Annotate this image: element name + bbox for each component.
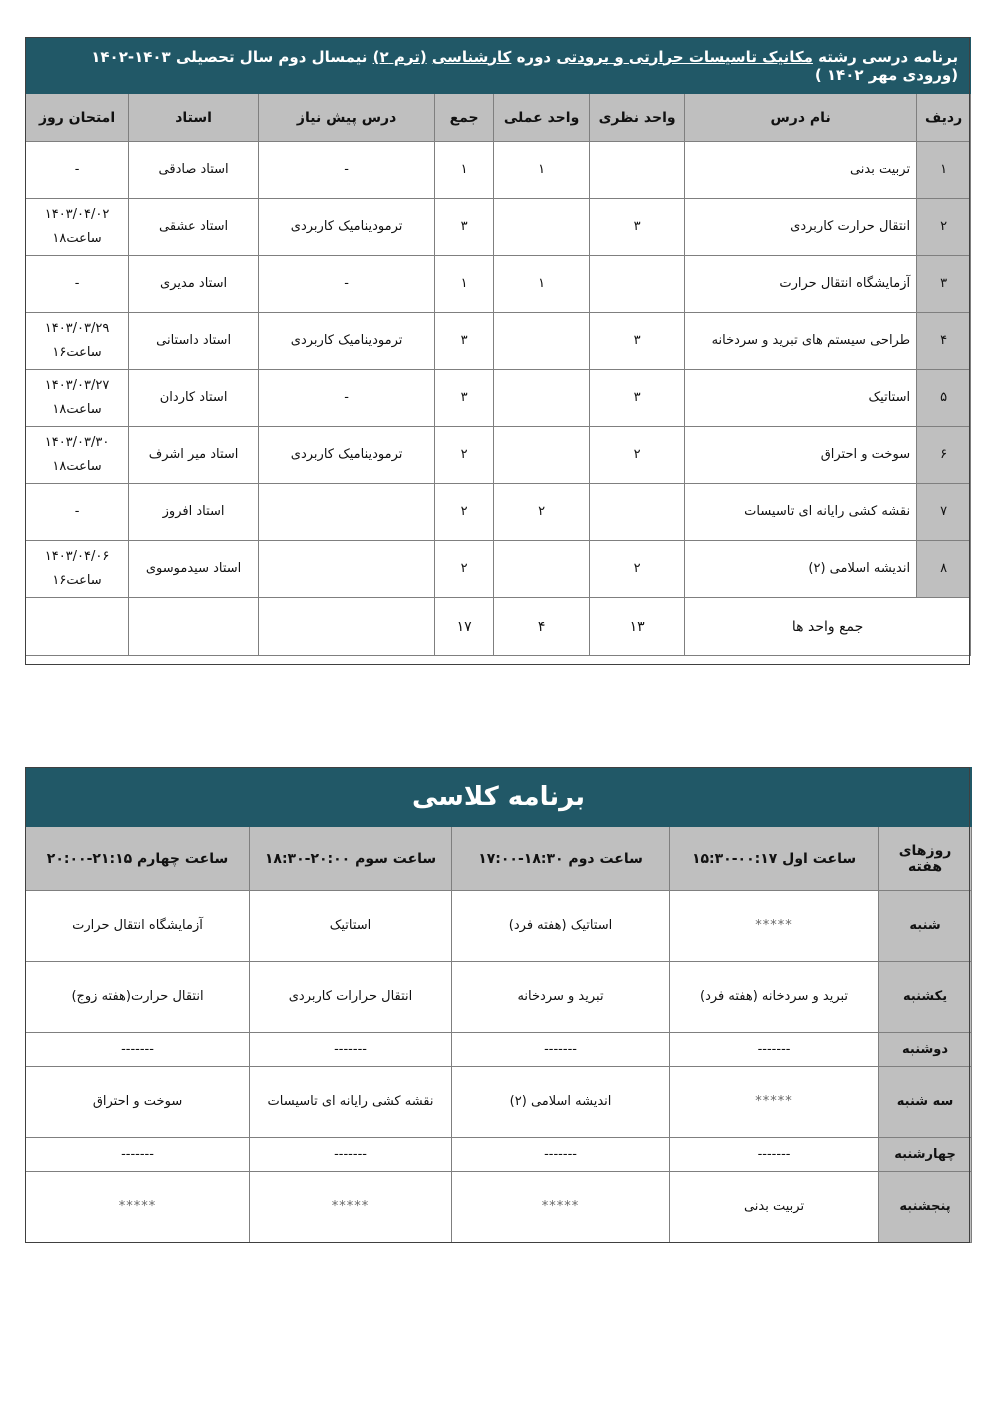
schedule-slot4-cell: -------: [26, 1033, 250, 1067]
schedule-row: [26, 1067, 972, 1138]
schedule-slot4-cell: سوخت و احتراق: [26, 1067, 250, 1138]
schedule-slot1-cell: تربیت بدنی: [670, 1172, 879, 1243]
header-course-name: نام درس: [685, 94, 917, 142]
totals-total: ۱۷: [435, 598, 494, 656]
schedule-row: [26, 962, 972, 1033]
totals-empty-cell: [26, 598, 129, 656]
exam-date: -: [74, 276, 80, 291]
schedule-slot2-cell: اندیشه اسلامی (۲): [452, 1067, 670, 1138]
prerequisite-cell: ترمودینامیک کاربردی: [259, 199, 435, 256]
course-name-cell: آزمایشگاه انتقال حرارت: [685, 256, 917, 313]
practical-units-cell: [494, 199, 590, 256]
total-units-cell: ۲: [435, 427, 494, 484]
totals-practical-units: ۴: [494, 598, 590, 656]
theory-units-cell: [590, 142, 685, 199]
total-units-cell: ۱: [435, 256, 494, 313]
totals-theory-units: ۱۳: [590, 598, 685, 656]
schedule-slot1-cell: *****: [670, 891, 879, 962]
schedule-slot3-cell: نقشه کشی رایانه ای تاسیسات: [250, 1067, 452, 1138]
theory-units-cell: ۳: [590, 313, 685, 370]
header-slot-3: ساعت سوم ۲۰:۰۰-۱۸:۳۰: [250, 827, 452, 891]
instructor-cell: استاد کاردان: [129, 370, 259, 427]
course-row: [26, 427, 971, 484]
header-prerequisite: درس پیش نیاز: [259, 94, 435, 142]
course-row: [26, 256, 971, 313]
schedule-slot4-cell: انتقال حرارت(هفته زوج): [26, 962, 250, 1033]
day-label: یکشنبه: [879, 962, 972, 1033]
day-label: دوشنبه: [879, 1033, 972, 1067]
course-name-cell: انتقال حرارت کاربردی: [685, 199, 917, 256]
instructor-cell: استاد سیدموسوی: [129, 541, 259, 598]
curriculum-title: [26, 38, 971, 94]
theory-units-cell: ۳: [590, 199, 685, 256]
schedule-slot2-cell: استاتیک (هفته فرد): [452, 891, 670, 962]
prerequisite-cell: -: [259, 142, 435, 199]
schedule-slot1-cell: تبرید و سردخانه (هفته فرد): [670, 962, 879, 1033]
title-part-term: (ترم ۲): [372, 47, 427, 66]
day-label: چهارشنبه: [879, 1138, 972, 1172]
schedule-slot3-cell: -------: [250, 1033, 452, 1067]
curriculum-table: [25, 37, 971, 656]
header-instructor: استاد: [129, 94, 259, 142]
practical-units-cell: [494, 427, 590, 484]
day-label: شنبه: [879, 891, 972, 962]
title-part-major: مکانیک تاسیسات حرارتی و برودتی: [556, 47, 813, 66]
schedule-slot1-cell: -------: [670, 1033, 879, 1067]
practical-units-cell: [494, 541, 590, 598]
row-id-cell: ۱: [917, 142, 971, 199]
schedule-slot1-cell: -------: [670, 1138, 879, 1172]
theory-units-cell: ۳: [590, 370, 685, 427]
course-name-cell: طراحی سیستم های تبرید و سردخانه: [685, 313, 917, 370]
totals-empty-cell: [259, 598, 435, 656]
instructor-cell: استاد داستانی: [129, 313, 259, 370]
course-name-cell: تربیت بدنی: [685, 142, 917, 199]
header-days: روزهای هفته: [879, 827, 972, 891]
course-row: [26, 370, 971, 427]
header-row-id: ردیف: [917, 94, 971, 142]
course-row: [26, 484, 971, 541]
exam-day-cell: [26, 199, 129, 256]
course-row: [26, 142, 971, 199]
row-id-cell: ۶: [917, 427, 971, 484]
total-units-cell: ۳: [435, 313, 494, 370]
instructor-cell: استاد میر اشرف: [129, 427, 259, 484]
exam-date: ۱۴۰۳/۰۴/۰۲: [44, 207, 110, 222]
schedule-slot3-cell: -------: [250, 1138, 452, 1172]
schedule-row: [26, 1033, 972, 1067]
schedule-header-row: [26, 827, 972, 891]
header-slot-1: ساعت اول ۰۰:۱۷-۱۵:۳۰: [670, 827, 879, 891]
exam-day-cell: [26, 256, 129, 313]
schedule-row: [26, 1138, 972, 1172]
exam-day-cell: [26, 142, 129, 199]
title-part: برنامه درسی رشته: [812, 47, 959, 66]
day-label: سه شنبه: [879, 1067, 972, 1138]
row-id-cell: ۷: [917, 484, 971, 541]
exam-time: ساعت۱۶: [52, 573, 102, 588]
practical-units-cell: ۱: [494, 256, 590, 313]
schedule-slot4-cell: *****: [26, 1172, 250, 1243]
total-units-cell: ۲: [435, 541, 494, 598]
practical-units-cell: [494, 313, 590, 370]
exam-day-cell: [26, 370, 129, 427]
row-id-cell: ۸: [917, 541, 971, 598]
class-schedule-table: [25, 767, 972, 1243]
curriculum-header-row: [26, 94, 971, 142]
prerequisite-cell: [259, 484, 435, 541]
prerequisite-cell: [259, 541, 435, 598]
course-name-cell: اندیشه اسلامی (۲): [685, 541, 917, 598]
header-practical-units: واحد عملی: [494, 94, 590, 142]
exam-date: ۱۴۰۳/۰۴/۰۶: [44, 549, 110, 564]
practical-units-cell: [494, 370, 590, 427]
practical-units-cell: ۲: [494, 484, 590, 541]
prerequisite-cell: -: [259, 256, 435, 313]
schedule-row: [26, 1172, 972, 1243]
title-part-degree: کارشناسی: [431, 47, 512, 66]
course-name-cell: استاتیک: [685, 370, 917, 427]
practical-units-cell: ۱: [494, 142, 590, 199]
schedule-slot4-cell: -------: [26, 1138, 250, 1172]
prerequisite-cell: -: [259, 370, 435, 427]
exam-day-cell: [26, 541, 129, 598]
course-name-cell: نقشه کشی رایانه ای تاسیسات: [685, 484, 917, 541]
schedule-row: [26, 891, 972, 962]
row-id-cell: ۳: [917, 256, 971, 313]
exam-time: ساعت۱۸: [52, 402, 102, 417]
totals-row: [26, 598, 971, 656]
theory-units-cell: [590, 484, 685, 541]
totals-label: جمع واحد ها: [685, 598, 971, 656]
exam-date: ۱۴۰۳/۰۳/۲۷: [44, 378, 110, 393]
prerequisite-cell: ترمودینامیک کاربردی: [259, 313, 435, 370]
header-slot-2: ساعت دوم ۱۸:۳۰-۱۷:۰۰: [452, 827, 670, 891]
title-part: دوره: [511, 47, 557, 66]
course-row: [26, 199, 971, 256]
title-part: نیمسال دوم سال تحصیلی ۱۴۰۳-۱۴۰۲ (ورودی مهر ۱۴۰۲ ): [91, 47, 959, 84]
exam-time: ساعت۱۸: [52, 231, 102, 246]
theory-units-cell: ۲: [590, 541, 685, 598]
header-theory-units: واحد نظری: [590, 94, 685, 142]
course-name-cell: سوخت و احتراق: [685, 427, 917, 484]
instructor-cell: استاد عشقی: [129, 199, 259, 256]
exam-date: ۱۴۰۳/۰۳/۲۹: [44, 321, 110, 336]
schedule-slot2-cell: -------: [452, 1033, 670, 1067]
header-exam-day: امتحان روز: [26, 94, 129, 142]
total-units-cell: ۳: [435, 199, 494, 256]
instructor-cell: استاد مدیری: [129, 256, 259, 313]
exam-time: ساعت۱۶: [52, 345, 102, 360]
schedule-slot2-cell: *****: [452, 1172, 670, 1243]
exam-time: ساعت۱۸: [52, 459, 102, 474]
row-id-cell: ۴: [917, 313, 971, 370]
day-label: پنجشنبه: [879, 1172, 972, 1243]
prerequisite-cell: ترمودینامیک کاربردی: [259, 427, 435, 484]
schedule-slot3-cell: *****: [250, 1172, 452, 1243]
row-id-cell: ۲: [917, 199, 971, 256]
schedule-slot1-cell: *****: [670, 1067, 879, 1138]
theory-units-cell: [590, 256, 685, 313]
exam-day-cell: [26, 484, 129, 541]
totals-empty-cell: [129, 598, 259, 656]
row-id-cell: ۵: [917, 370, 971, 427]
exam-date: -: [74, 504, 80, 519]
total-units-cell: ۱: [435, 142, 494, 199]
course-row: [26, 541, 971, 598]
total-units-cell: ۲: [435, 484, 494, 541]
total-units-cell: ۳: [435, 370, 494, 427]
instructor-cell: استاد صادقی: [129, 142, 259, 199]
schedule-slot3-cell: انتقال حرارات کاربردی: [250, 962, 452, 1033]
exam-day-cell: [26, 427, 129, 484]
schedule-slot2-cell: -------: [452, 1138, 670, 1172]
class-schedule-title: برنامه کلاسی: [26, 768, 972, 827]
exam-day-cell: [26, 313, 129, 370]
schedule-slot4-cell: آزمایشگاه انتقال حرارت: [26, 891, 250, 962]
schedule-slot3-cell: استاتیک: [250, 891, 452, 962]
instructor-cell: استاد افروز: [129, 484, 259, 541]
header-slot-4: ساعت چهارم ۲۱:۱۵-۲۰:۰۰: [26, 827, 250, 891]
schedule-slot2-cell: تبرید و سردخانه: [452, 962, 670, 1033]
course-row: [26, 313, 971, 370]
theory-units-cell: ۲: [590, 427, 685, 484]
exam-date: ۱۴۰۳/۰۳/۳۰: [44, 435, 110, 450]
exam-date: -: [74, 162, 80, 177]
header-total: جمع: [435, 94, 494, 142]
